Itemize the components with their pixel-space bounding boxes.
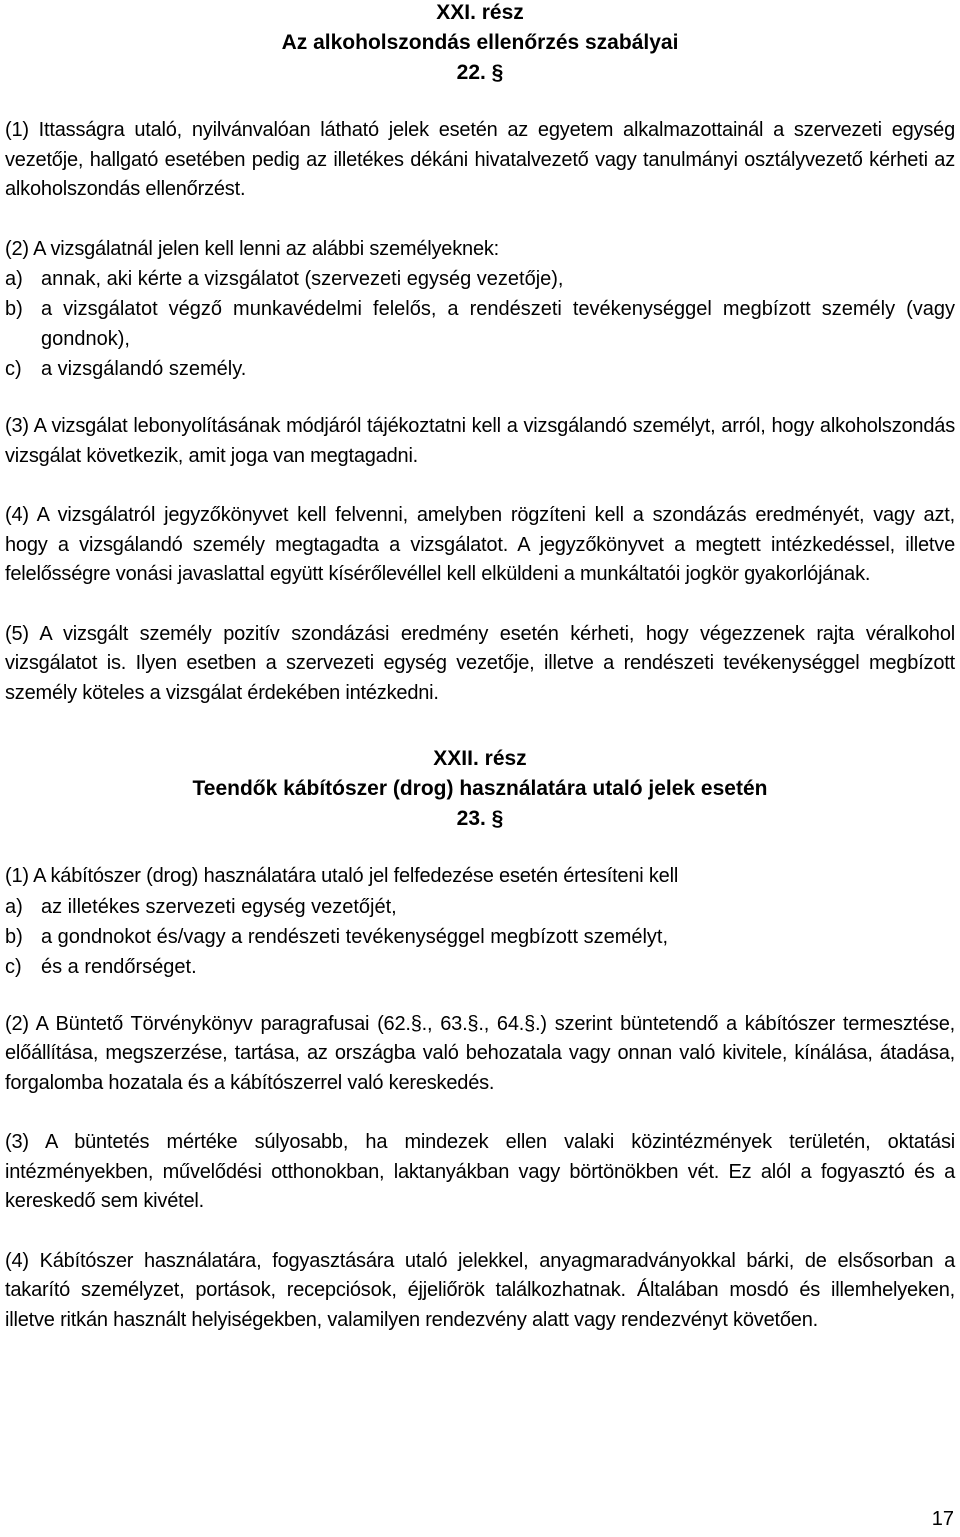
part-heading: XXII. rész	[433, 747, 527, 770]
list-item: c) és a rendőrséget.	[5, 955, 197, 978]
paragraph-3: (3) A büntetés mértéke súlyosabb, ha mindezek ellen valaki közintézmények területén, oktatási intézményekben, művelődési otthonokban, laktanyákban vagy börtönökben vét. Ez alól a fogyasztó és a kereskedő sem kivétel.	[5, 1131, 955, 1212]
section-number: 23. §	[456, 807, 504, 830]
document-page	[5, 0, 955, 1365]
page-number: 17	[931, 1508, 954, 1530]
list-item: a) annak, aki kérte a vizsgálatot (szervezeti egység vezetője),	[5, 268, 564, 290]
part-title: Teendők kábítószer (drog) használatára utaló jelek esetén	[192, 777, 768, 800]
paragraph-2-intro: (2) A vizsgálatnál jelen kell lenni az alábbi személyeknek:	[5, 237, 500, 260]
list-item: a) az illetékes szervezeti egység vezetőjét,	[5, 895, 397, 918]
notify-list	[5, 892, 955, 982]
list-item: b) a gondnokot és/vagy a rendészeti tevékenységgel megbízott személyt,	[5, 925, 669, 948]
paragraph-2: (2) A Büntető Törvénykönyv paragrafusai (62.§., 63.§., 64.§.) szerint büntetendő a kábítószer termesztése, előállítása, megszerzése, tartása, az országba való behozatala vagy onnan való kivitele, kínálása, átadása, forgalomba hozatala és a kábítószerrel való kereskedés.	[5, 1012, 955, 1094]
part-title: Az alkoholszondás ellenőrzés szabályai	[281, 31, 679, 54]
paragraph-1: (1) Ittasságra utaló, nyilvánvalóan látható jelek esetén az egyetem alkalmazottainál a szervezeti egység vezetője, hallgató esetében pedig az illetékes dékáni hivatalvezető vagy tanulmányi osztályvezető kérheti az alkoholszondás ellenőrzést.	[5, 119, 955, 200]
paragraph-1-intro: (1) A kábítószer (drog) használatára utaló jel felfedezése esetén értesíteni kell	[5, 865, 679, 887]
person-list	[5, 264, 955, 384]
part-heading: XXI. rész	[436, 1, 524, 24]
paragraph-4: (4) A vizsgálatról jegyzőkönyvet kell felvenni, amelyben rögzíteni kell a szondázás eredményét, vagy azt, hogy a vizsgálandó személy megtagadta a vizsgálatot. A jegyzőkönyvet a megtett intézkedéssel, illetve felelősségre vonási javaslattal együtt kísérőlevéllel kell elküldeni a munkáltatói jogkör gyakorlójának.	[5, 504, 955, 585]
paragraph-5: (5) A vizsgált személy pozitív szondázási eredmény esetén kérheti, hogy végezzenek rajta véralkohol vizsgálatot is. Ilyen esetben a szervezeti egység vezetője, illetve a rendészeti tevékenységgel megbízott személy köteles a vizsgálat érdekében intézkedni.	[5, 622, 955, 704]
section-number: 22. §	[456, 61, 504, 84]
paragraph-3: (3) A vizsgálat lebonyolításának módjáról tájékoztatni kell a vizsgálandó személyt, arról, hogy alkoholszondás vizsgálat következik, amit joga van megtagadni.	[5, 415, 955, 467]
list-item: b) a vizsgálatot végző munkavédelmi felelős, a rendészeti tevékenységgel megbízott személy (vagy gondnok),	[5, 298, 955, 350]
paragraph-4: (4) Kábítószer használatára, fogyasztására utaló jelekkel, anyagmaradványokkal bárki, de elsősorban a takarító személyzet, portások, recepciósok, éjjeliőrök találkozhatnak. Általában mosdó és illemhelyeken, illetve ritkán használt helyiségekben, valamilyen rendezvény alatt vagy rendezvényt követően.	[5, 1249, 955, 1331]
list-item: c) a vizsgálandó személy.	[5, 358, 247, 380]
